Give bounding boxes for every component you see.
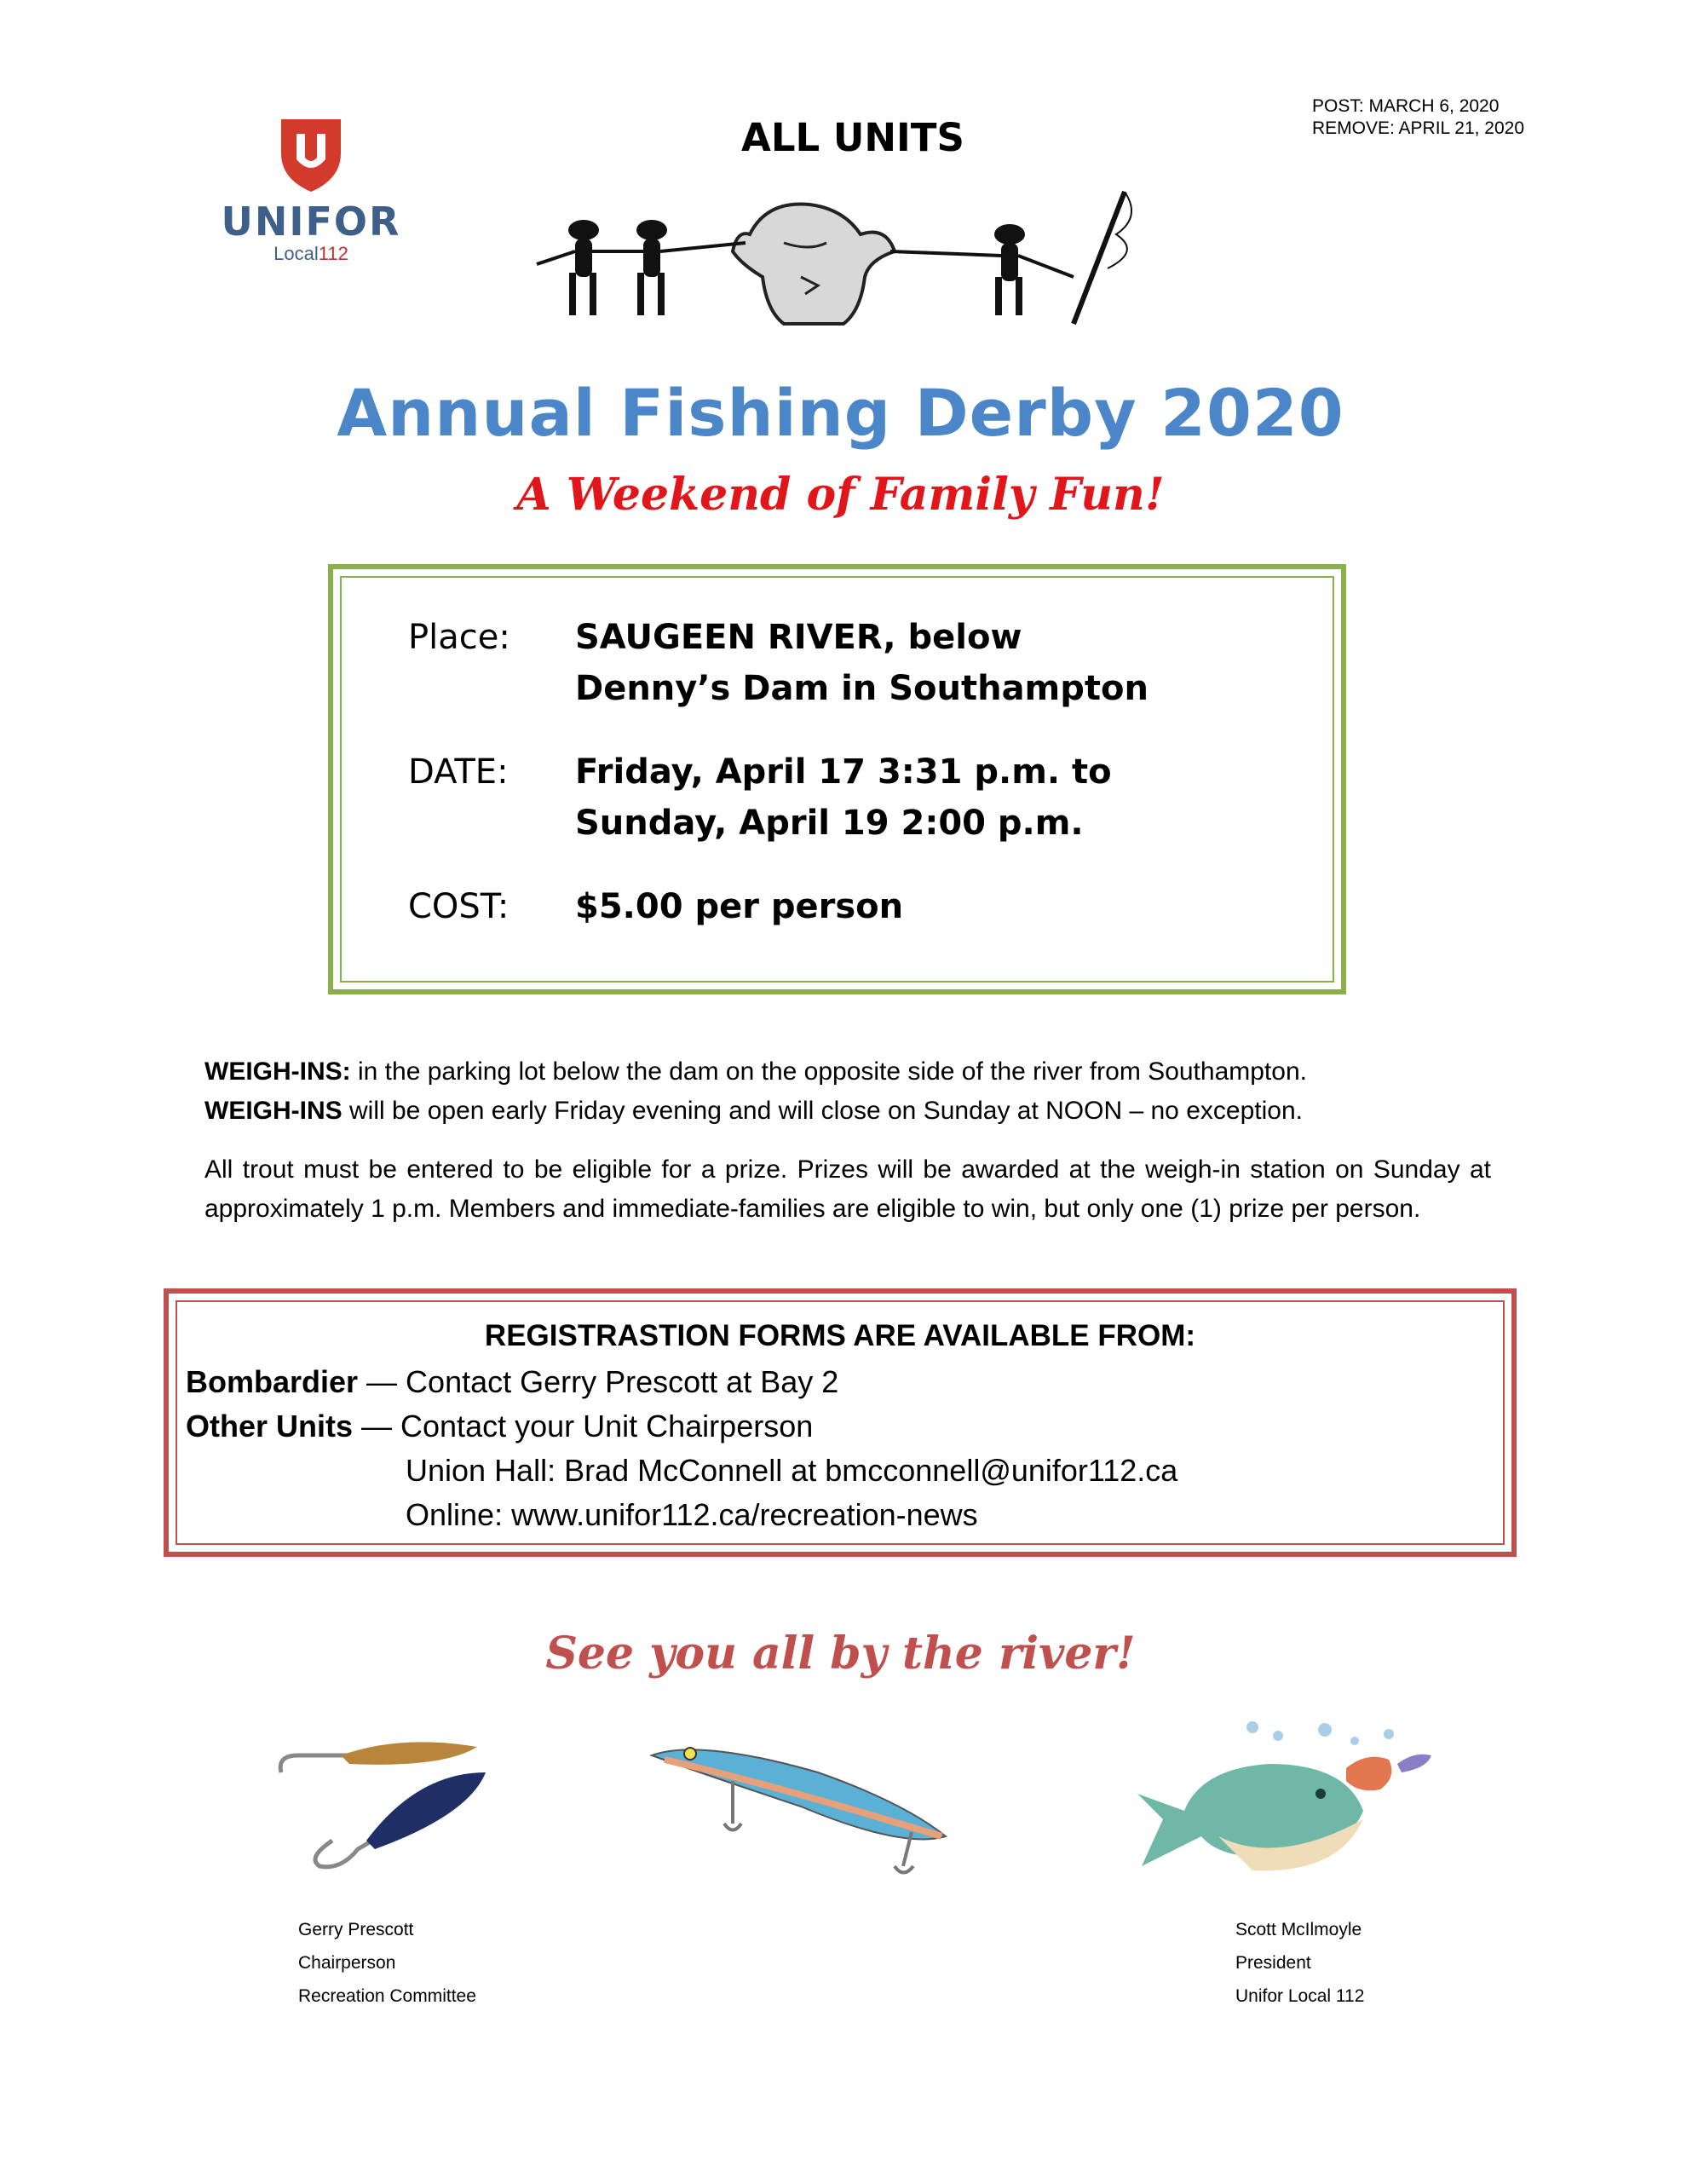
post-info [1312,95,1524,140]
other-units-line: Other Units — Contact your Unit Chairperson [186,1409,814,1444]
registration-box [164,1288,1517,1557]
date-value: Friday, April 17 3:31 p.m. to Sunday, April 19 2:00 p.m. [575,752,1112,843]
cost-label: COST: [408,887,509,926]
logo-local: Local112 [273,243,348,264]
remove-date: REMOVE: APRIL 21, 2020 [1312,118,1525,138]
date-row [408,746,1112,849]
registration-heading: REGISTRASTION FORMS ARE AVAILABLE FROM: [484,1319,1196,1352]
page-title: Annual Fishing Derby 2020 [337,375,1344,451]
signature-right-title: President [1235,1953,1311,1973]
logo-brand: UNIFOR [221,199,401,245]
cost-row [408,881,903,932]
unifor-shield-icon [213,115,409,196]
signature-right-name: Scott McIlmoyle [1235,1920,1362,1939]
signature-left-title: Chairperson [298,1953,396,1973]
weigh-ins-paragraph: WEIGH-INS: in the parking lot below the dam on the opposite side of the river from Southampton. WEIGH-INS will be open early Friday evening and will close on Sunday at NOON – no exception. [204,1057,1307,1125]
online-line: Online: www.unifor112.ca/recreation-news [406,1497,978,1532]
closing-message: See you all by the river! [545,1628,1136,1680]
cost-value: $5.00 per person [575,887,904,926]
post-date: POST: MARCH 6, 2020 [1312,96,1500,116]
unifor-logo [213,115,409,277]
signature-right-org: Unifor Local 112 [1235,1986,1365,2006]
page-subtitle: A Weekend of Family Fun! [516,469,1165,521]
trout-paragraph: All trout must be entered to be eligible for a prize. Prizes will be awarded at the weigh-in station on Sunday at approximately 1 p.m. Members and immediate-families are eligible to win, but only one (1) prize per person. [204,1155,1491,1223]
fishing-flies-icon [273,1721,494,1875]
place-label: Place: [408,618,510,657]
union-hall-line: Union Hall: Brad McConnell at bmcconnell@unifor112.ca [406,1453,1178,1488]
event-details-box [328,564,1346,994]
signature-left [298,1913,476,2013]
signature-left-org: Recreation Committee [298,1986,476,2006]
bombardier-line: Bombardier — Contact Gerry Prescott at Bay 2 [186,1364,839,1399]
place-row [408,612,1148,714]
place-value: SAUGEEN RIVER, below Denny’s Dam in Southampton [575,618,1148,708]
date-label: DATE: [408,752,509,792]
fishing-figures-clipart-icon [528,183,1150,328]
all-units-heading: ALL UNITS [741,115,964,160]
signature-left-name: Gerry Prescott [298,1920,414,1939]
fishing-lure-icon [648,1738,954,1883]
signature-right [1235,1913,1364,2013]
cartoon-fish-icon [1133,1717,1448,1892]
